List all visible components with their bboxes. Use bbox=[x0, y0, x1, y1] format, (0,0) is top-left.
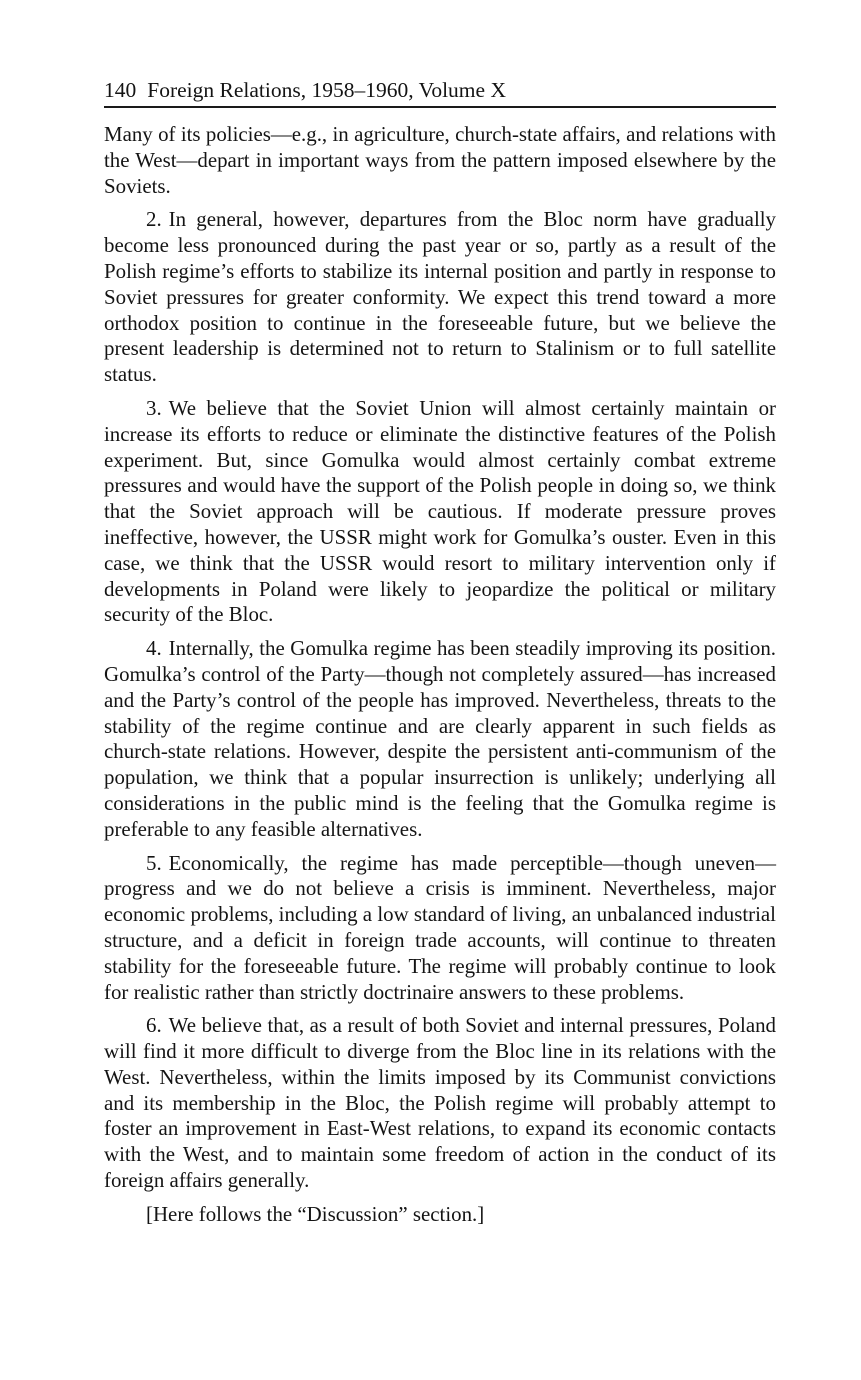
paragraph-number: 4. bbox=[146, 636, 162, 661]
paragraph-3 bbox=[104, 396, 776, 628]
page-number: 140 bbox=[104, 78, 137, 102]
paragraph-text: Many of its policies—e.g., in agriculture, church-state affairs, and relations with the West—depart in important ways from the pattern imposed elsewhere by the Soviets. bbox=[104, 122, 776, 198]
paragraph-continued bbox=[104, 122, 776, 199]
paragraph-text: We believe that the Soviet Union will almost certainly maintain or increase its efforts to reduce or eliminate the distinctive features of the Polish experiment. But, since Gomulka would almost certainly combat extreme pressures and would have the support of the Polish people in doing so, we think that the Soviet approach will be cautious. If moderate pressure proves ineffective, however, the USSR might work for Gomulka’s ouster. Even in this case, we think that the USSR would resort to military intervention only if developments in Poland were likely to jeopardize the political or military security of the Bloc. bbox=[104, 395, 776, 627]
running-head-title: Foreign Relations, 1958–1960, Volume X bbox=[147, 78, 506, 102]
paragraph-text: Economically, the regime has made perceptible—though uneven—progress and we do not believe a crisis is imminent. Nevertheless, major economic problems, including a low standard of living, an unbalanced industrial structure, and a deficit in foreign trade accounts, will continue to threaten stability for the foreseeable future. The regime will probably continue to look for realistic rather than strictly doctrinaire answers to these problems. bbox=[104, 850, 776, 1004]
paragraph-number: 5. bbox=[146, 850, 162, 875]
paragraph-number: 3. bbox=[146, 395, 162, 420]
paragraph-text: We believe that, as a result of both Soviet and internal pressures, Poland will find it more difficult to diverge from the Bloc line in its relations with the West. Nevertheless, within the limits imposed by its Communist convictions and its membership in the Bloc, the Polish regime will probably attempt to foster an improvement in East-West relations, to expand its economic contacts with the West, and to maintain some freedom of action in the conduct of its foreign affairs generally. bbox=[104, 1013, 776, 1193]
paragraph-2 bbox=[104, 207, 776, 388]
running-head bbox=[104, 76, 776, 108]
paragraph-6 bbox=[104, 1013, 776, 1194]
paragraph-text: Internally, the Gomulka regime has been steadily improving its position. Gomulka’s control of the Party—though not completely assured—has increased and the Party’s control of the people has improved. Nevertheless, threats to the stability of the regime continue and are clearly apparent in such fields as church-state relations. However, despite the persistent anti-communism of the population, we think that a popular insurrection is unlikely; underlying all considerations in the public mind is the feeling that the Gomulka regime is preferable to any feasible alternatives. bbox=[104, 636, 776, 841]
editorial-note: [Here follows the “Discussion” section.] bbox=[146, 1201, 485, 1226]
document-page bbox=[104, 76, 776, 1228]
paragraph-5 bbox=[104, 851, 776, 1006]
paragraph-number: 2. bbox=[146, 207, 162, 232]
body-text bbox=[104, 122, 776, 1228]
paragraph-4 bbox=[104, 636, 776, 842]
paragraph-text: In general, however, departures from the Bloc norm have gradually become less pronounced during the past year or so, partly as a result of the Polish regime’s efforts to stabilize its internal position and partly in response to Soviet pressures for greater conformity. We expect this trend toward a more orthodox position to continue in the foreseeable future, but we believe the present leadership is determined not to return to Stalinism or to full satellite status. bbox=[104, 207, 776, 387]
paragraph-number: 6. bbox=[146, 1013, 162, 1038]
